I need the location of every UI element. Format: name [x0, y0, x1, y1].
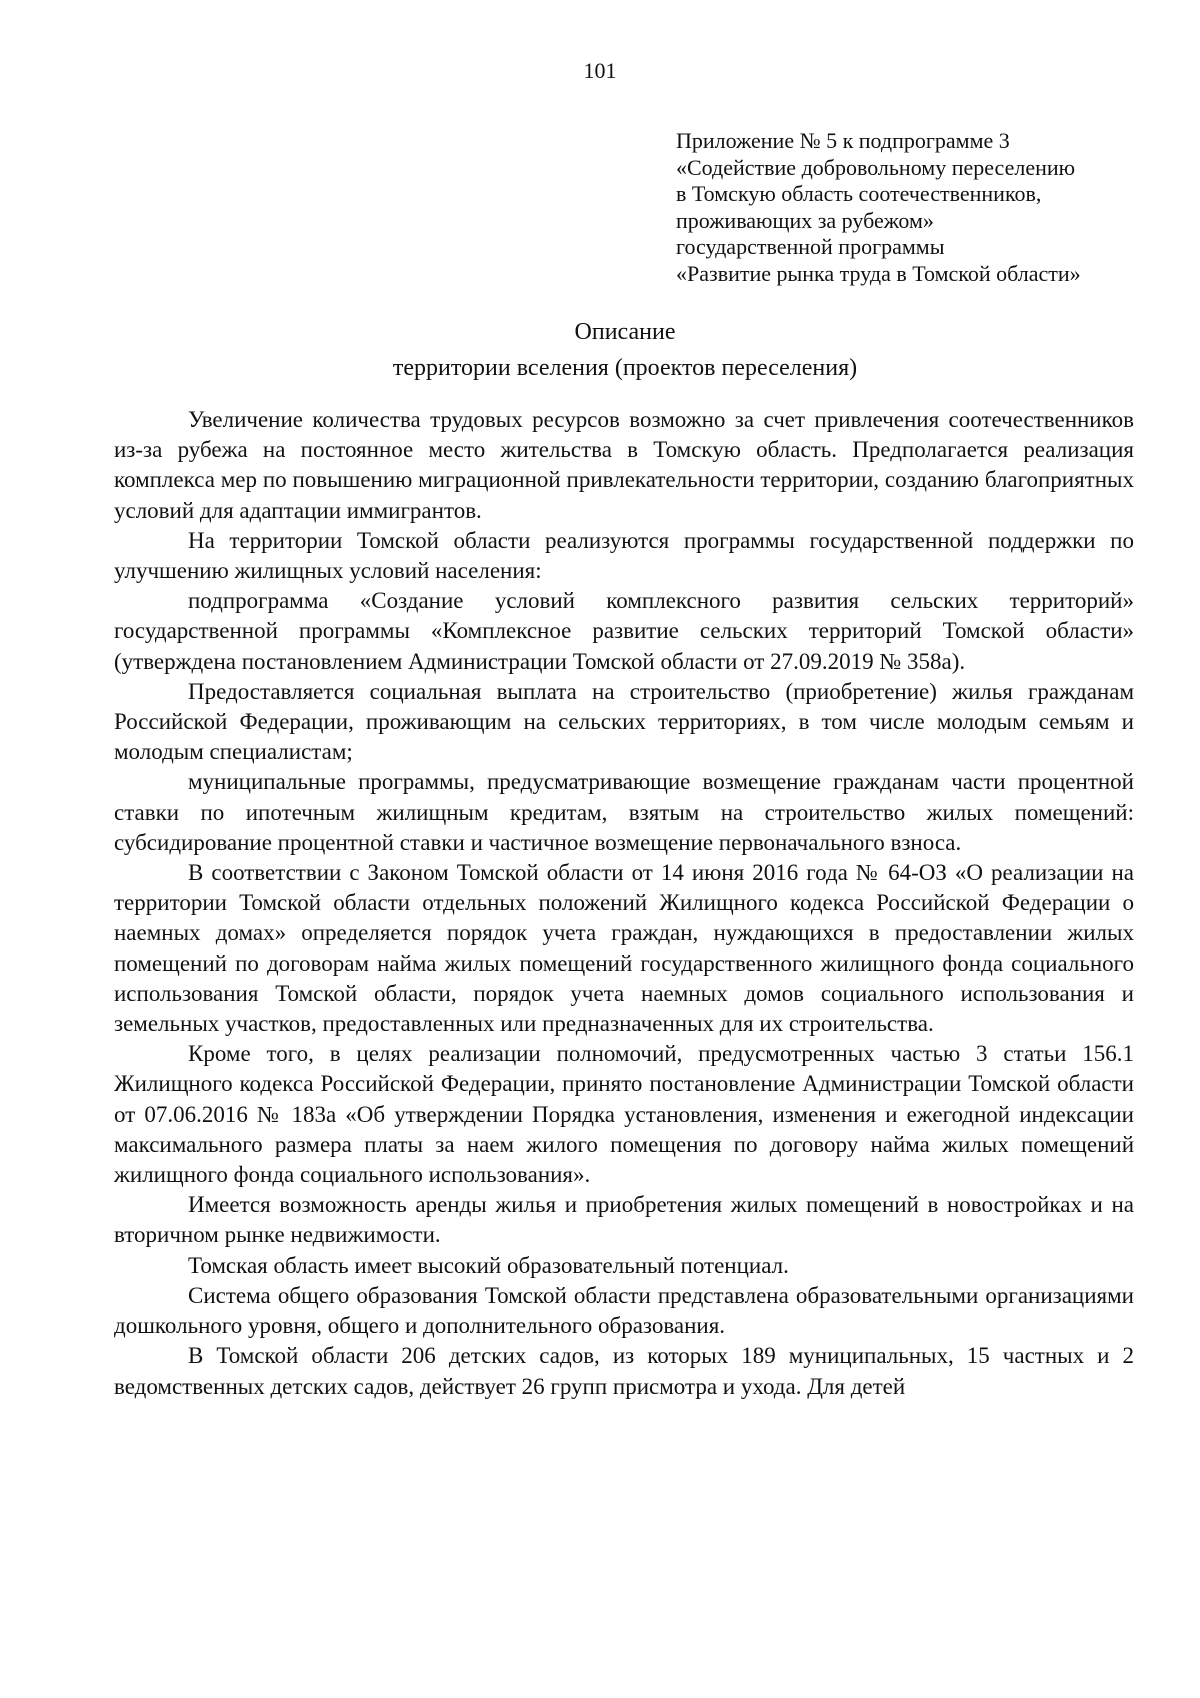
paragraph: В Томской области 206 детских садов, из которых 189 муниципальных, 15 частных и 2 ведомственных детских садов, действует 26 групп присмотра и ухода. Для детей — [114, 1343, 1134, 1399]
paragraph: Томская область имеет высокий образовательный потенциал. — [188, 1252, 789, 1278]
document-body — [114, 405, 1134, 1402]
paragraph: подпрограмма «Создание условий комплексного развития сельских территорий» государственной программы «Комплексное развитие сельских территорий Томской области» (утверждена постановлением Администрации Томской области от 27.09.2019 № 358а). — [114, 588, 1134, 674]
title-line-1: Описание — [574, 319, 676, 345]
paragraph: Увеличение количества трудовых ресурсов возможно за счет привлечения соотечественников из-за рубежа на постоянное место жительства в Томскую область. Предполагается реализация комплекса мер по повышению миграционной привлекательности территории, созданию благоприятных условий для адаптации иммигрантов. — [114, 407, 1134, 523]
paragraph: В соответствии с Законом Томской области от 14 июня 2016 года № 64-ОЗ «О реализации на территории Томской области отдельных положений Жилищного кодекса Российской Федерации о наемных домах» определяется порядок учета граждан, нуждающихся в предоставлении жилых помещений по договорам найма жилых помещений государственного жилищного фонда социального использования Томской области, порядок учета наемных домов социального использования и земельных участков, предоставленных или предназначенных для их строительства. — [114, 860, 1134, 1037]
appendix-line: в Томскую область соотечественников, — [676, 181, 1042, 206]
paragraph: Кроме того, в целях реализации полномочий, предусмотренных частью 3 статьи 156.1 Жилищного кодекса Российской Федерации, принято постановление Администрации Томской области от 07.06.2016 № 183а «Об утверждении Порядка установления, изменения и ежегодной индексации максимального размера платы за наем жилого помещения по договору найма жилых помещений жилищного фонда социального использования». — [114, 1041, 1134, 1188]
appendix-line: государственной программы — [676, 234, 945, 259]
appendix-line: «Содействие добровольному переселению — [676, 154, 1076, 180]
paragraph: На территории Томской области реализуются программы государственной поддержки по улучшению жилищных условий населения: — [114, 527, 1134, 584]
paragraph: Система общего образования Томской области представлена образовательными организациями дошкольного уровня, общего и дополнительного образования. — [114, 1282, 1134, 1339]
paragraph: Предоставляется социальная выплата на строительство (приобретение) жилья гражданам Российской Федерации, проживающим на сельских территориях, в том числе молодым семьям и молодым специалистам; — [114, 678, 1134, 765]
paragraph: Имеется возможность аренды жилья и приобретения жилых помещений в новостройках и на вторичном рынке недвижимости. — [114, 1192, 1134, 1248]
appendix-line: Приложение № 5 к подпрограмме 3 — [676, 128, 1010, 153]
appendix-line: «Развитие рынка труда в Томской области» — [676, 260, 1081, 286]
appendix-header — [676, 128, 1146, 287]
appendix-line: проживающих за рубежом» — [676, 207, 934, 233]
page-number: 101 — [583, 58, 617, 83]
paragraph: муниципальные программы, предусматривающие возмещение гражданам части процентной ставки по ипотечным жилищным кредитам, взятым на строительство жилых помещений: субсидирование процентной ставки и частичное возмещение первоначального взноса. — [114, 769, 1134, 855]
title-line-2: территории вселения (проектов переселения) — [392, 355, 858, 381]
document-title — [0, 314, 1200, 386]
